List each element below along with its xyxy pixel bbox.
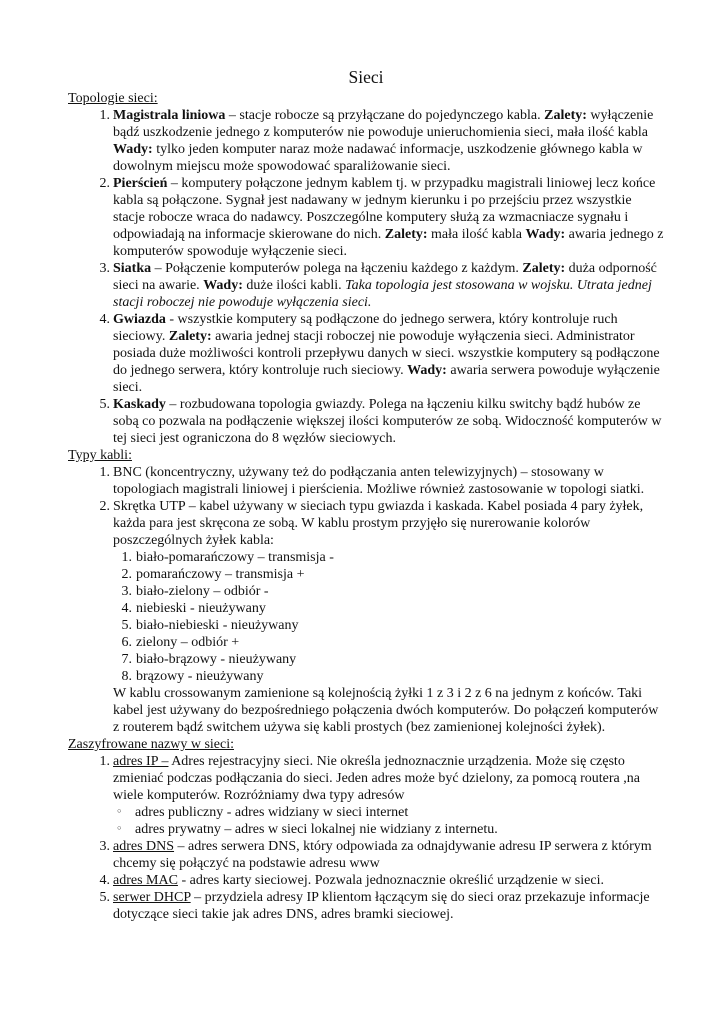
text: BNC (koncentryczny, używany też do podłączania anten telewizyjnych) – stosowany w topologiach magistrali liniowej i pierścienia. Możliwe również zastosowanie w topologi siatki. [113, 465, 645, 497]
list-item-kaskady [68, 396, 664, 447]
text: – rozbudowana topologia gwiazdy. Polega na łączeniu kilku switchy bądź hubów ze sobą co pozwala na podłączenie większej ilości komputerów ze sobą. Widoczność komputerów w tej sieci jest ograniczona do 8 węzłów sieciowych. [113, 397, 662, 446]
wire-text: pomarańczowy – transmisja + [136, 567, 305, 582]
list-item-serwer-dhcp [68, 889, 664, 923]
list-number: 4. [99, 312, 110, 327]
page-title: Sieci [348, 67, 384, 87]
text: Skrętka UTP – kabel używany w sieciach typu gwiazda i kaskada. Kabel posiada 4 pary żyłek, każda para jest skręcona ze sobą. W kablu prostym przyjęło się nurerowanie kolorów poszczególnych żyłek kabla: [113, 499, 644, 548]
text: awaria jednej stacji roboczej nie powoduje wyłączenia sieci. Administrator posiada duże możliwości kontroli przepływu danych w sieci. wszystkie komputery są podłączone do jednego serwera, który kontroluje ruch sieciowy. [113, 329, 660, 378]
list-number: 2. [99, 499, 110, 514]
wire-item [68, 617, 664, 634]
list-number: 6. [121, 635, 132, 650]
cons-label: Wady: [203, 278, 243, 293]
wire-item [68, 566, 664, 583]
pros-label: Zalety: [168, 329, 212, 344]
bullet-item [68, 821, 664, 838]
list-item-gwiazda [68, 311, 664, 396]
section-heading-topologie: Topologie sieci: [68, 91, 158, 106]
list-number: 1. [121, 550, 132, 565]
text: wyłączenie bądź uszkodzenie jednego z komputerów nie powoduje unieruchomienia sieci, mała ilość kabla [113, 108, 654, 140]
list-item-magistrala [68, 107, 664, 175]
italic-note: Taka topologia jest stosowana w wojsku. Utrata jednej stacji roboczej nie powoduje wyłączenia sieci. [113, 278, 652, 310]
cons-label: Wady: [113, 142, 153, 157]
term: serwer DHCP [113, 890, 191, 905]
list-number: 1. [99, 465, 110, 480]
list-item-siatka [68, 260, 664, 311]
list-item-adres-ip [68, 753, 664, 804]
white-circle-bullet-icon: ◦ [116, 822, 123, 835]
list-number: 2. [99, 176, 110, 191]
section-heading-kable: Typy kabli: [68, 448, 132, 463]
wire-item [68, 600, 664, 617]
bullet-text: adres publiczny - adres widziany w sieci internet [135, 805, 409, 820]
crossover-paragraph: W kablu crossowanym zamienione są kolejnością żyłki 1 z 3 i 2 z 6 na jednym z końców. Taki kabel jest używany do bezpośredniego połączenia dwóch komputerów. Do połączeń komputerów z routerem bądź switchem używa się kabli prostych (bez zamienionej kolejności żyłek). [113, 686, 659, 735]
list-number: 5. [99, 890, 110, 905]
white-circle-bullet-icon: ◦ [116, 805, 123, 818]
term: adres IP – [113, 754, 169, 769]
cons-label: Wady: [525, 227, 566, 242]
wire-text: biało-zielony – odbiór - [136, 584, 269, 599]
wire-text: biało-niebieski - nieużywany [136, 618, 299, 633]
text: - wszystkie komputery są podłączone do jednego serwera, który kontroluje ruch sieciowy. [113, 312, 618, 344]
list-number: 7. [121, 652, 132, 667]
bullet-item [68, 804, 664, 821]
text: – adres serwera DNS, który odpowiada za odnajdywanie adresu IP serwera z którym chcemy się połączyć na podstawie adresu www [113, 839, 652, 871]
term: Magistrala liniowa [113, 108, 226, 123]
section-heading-nazwy: Zaszyfrowane nazwy w sieci: [68, 737, 234, 752]
pros-label: Zalety: [544, 108, 587, 123]
list-number: 4. [121, 601, 132, 616]
list-number: 4. [99, 873, 110, 888]
wire-text: biało-brązowy - nieużywany [136, 652, 297, 667]
text: – przydziela adresy IP klientom łączącym się do sieci oraz przekazuje informacje dotyczące sieci takie jak adres DNS, adres bramki sieciowej. [113, 890, 650, 922]
text: awaria serwera powoduje wyłączenie sieci. [113, 363, 660, 395]
text: awaria jednego z komputerów spowoduje wyłączenie sieci. [113, 227, 664, 259]
wire-item [68, 668, 664, 685]
list-item-adres-mac [68, 872, 664, 889]
wire-item [68, 583, 664, 600]
wire-item [68, 634, 664, 651]
list-item-pierscien [68, 175, 664, 260]
text: mała ilość kabla [427, 227, 526, 242]
term: Gwiazda [113, 312, 166, 327]
cons-label: Wady: [407, 363, 447, 378]
list-number: 2. [121, 567, 132, 582]
term: adres DNS [113, 839, 175, 854]
text: duże ilości kabli. [242, 278, 346, 293]
list-number: 5. [99, 397, 110, 412]
text: duża odporność sieci na awarie. [113, 261, 657, 293]
list-number: 3. [99, 261, 110, 276]
text: – komputery połączone jednym kablem tj. w przypadku magistrali liniowej lecz końce kabla są połączone. Sygnał jest nadawany w jednym kierunku i po przejściu przez wszystkie stacje robocze wraca do nadawcy. Poszczególne komputery służą za wzmacniacze sygnału i odpowiadają na informacje skierowane do nich. [113, 176, 656, 242]
bullet-text: adres prywatny – adres w sieci lokalnej nie widziany z internetu. [135, 822, 498, 837]
list-item-utp [68, 498, 664, 549]
wire-text: brązowy - nieużywany [136, 669, 264, 684]
list-number: 3. [121, 584, 132, 599]
text: - adres karty sieciowej. Pozwala jednoznacznie określić urządzenie w sieci. [177, 873, 604, 888]
text: – Połączenie komputerów polega na łączeniu każdego z każdym. [151, 261, 523, 276]
list-number: 1. [99, 108, 110, 123]
text: Adres rejestracyjny sieci. Nie określa jednoznacznie urządzenia. Może się często zmieniać podczas podłączania do sieci. Jeden adres może być dzielony, za pomocą routera ,na wiele komputerów. Rozróżniamy dwa typy adresów [113, 754, 640, 803]
list-number: 8. [121, 669, 132, 684]
pros-label: Zalety: [384, 227, 428, 242]
text: tylko jeden komputer naraz może nadawać informacje, uszkodzenie głównego kabla w dowolnym miejscu może spowodować sparaliżowanie sieci. [113, 142, 643, 174]
text: – stacje robocze są przyłączane do pojedynczego kabla. [225, 108, 545, 123]
term: Pierścień [113, 176, 168, 191]
term: Kaskady [113, 397, 166, 412]
list-number: 3. [99, 839, 110, 854]
term: adres MAC [113, 873, 178, 888]
wire-text: niebieski - nieużywany [136, 601, 266, 616]
wire-text: biało-pomarańczowy – transmisja - [136, 550, 334, 565]
list-item-adres-dns [68, 838, 664, 872]
term: Siatka [113, 261, 152, 276]
wire-text: zielony – odbiór + [136, 635, 240, 650]
pros-label: Zalety: [522, 261, 566, 276]
wire-item [68, 651, 664, 668]
list-number: 5. [121, 618, 132, 633]
list-item-bnc [68, 464, 664, 498]
list-number: 1. [99, 754, 110, 769]
wire-item [68, 549, 664, 566]
